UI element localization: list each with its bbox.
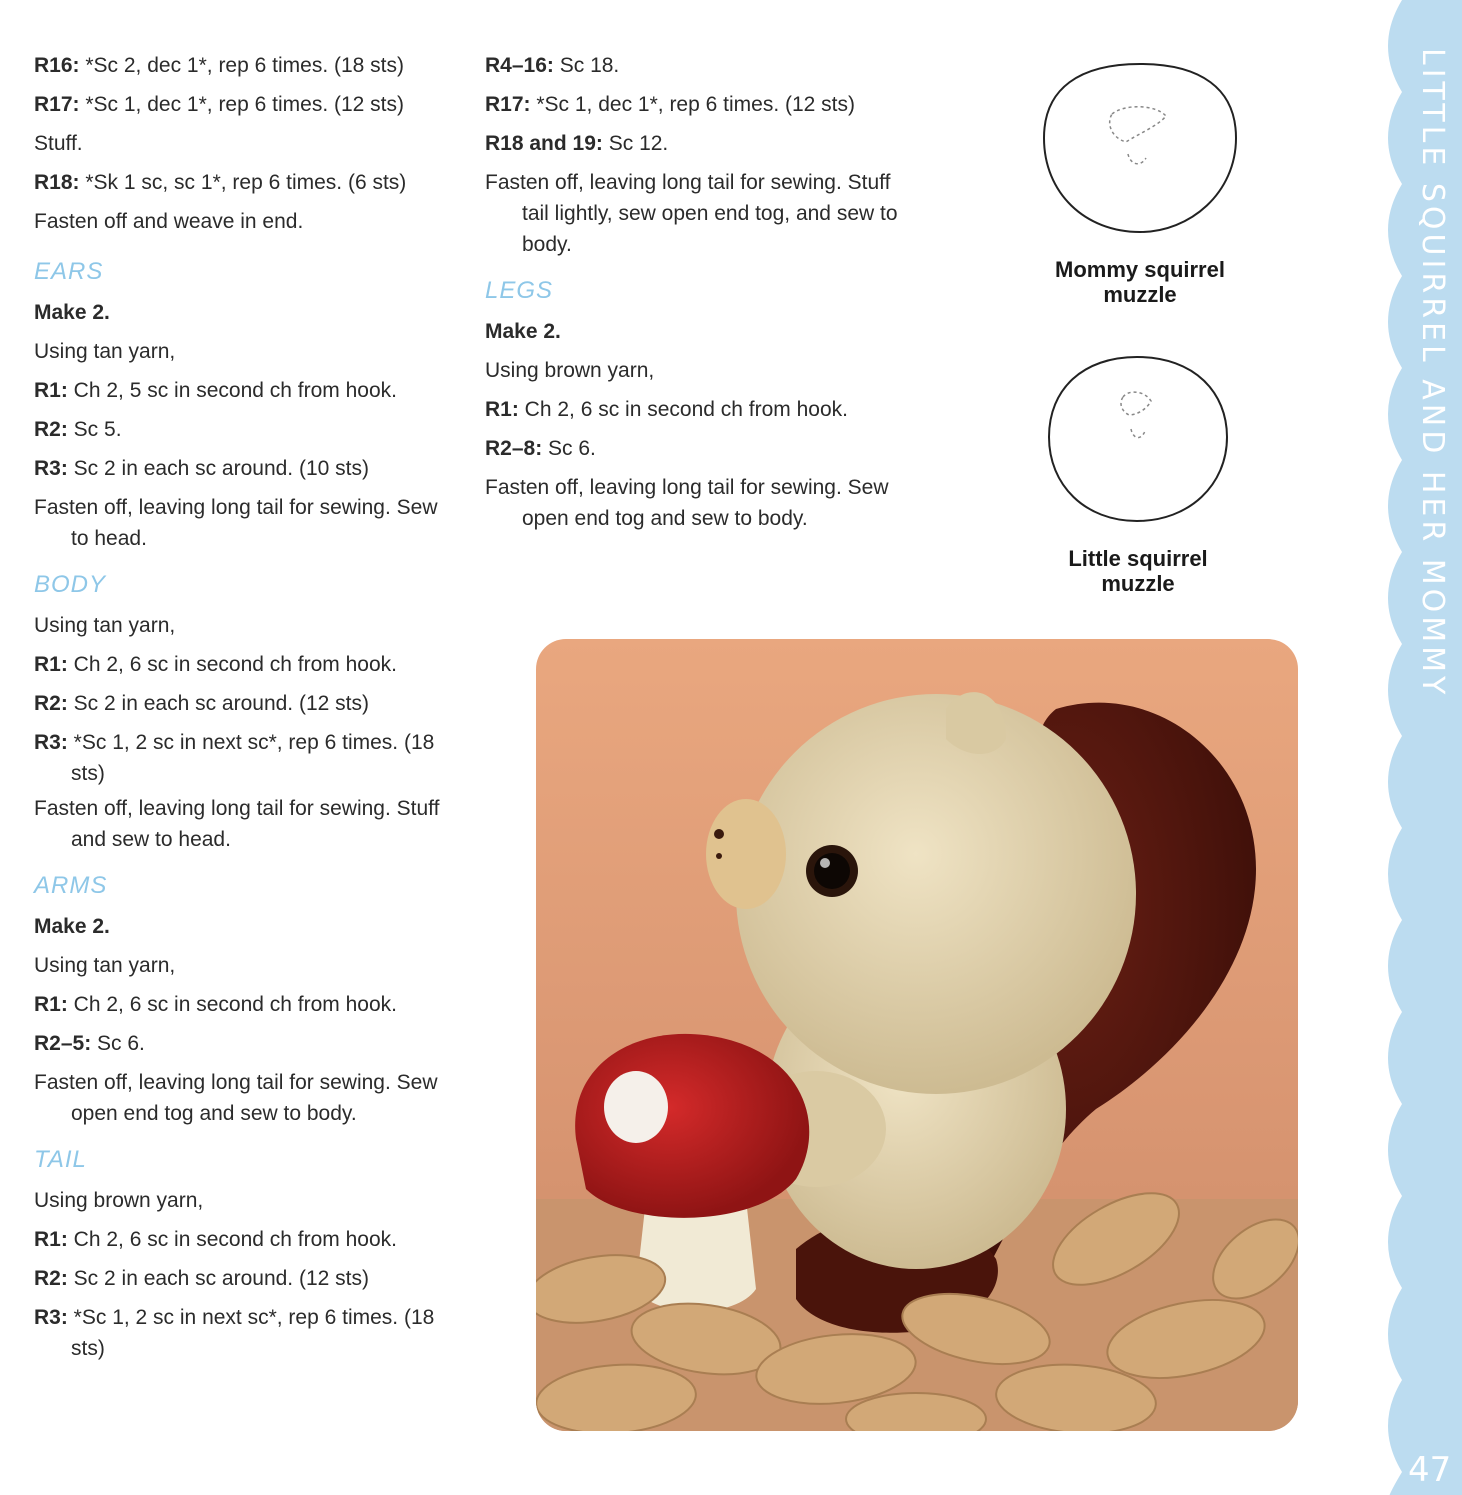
instruction-line: R3: *Sc 1, 2 sc in next sc*, rep 6 times. (18 sts) [34,731,435,785]
little-muzzle-caption: Little squirrel muzzle [1068,546,1208,596]
finish-instruction: Fasten off, leaving long tail for sewing. Sew open end tog and sew to body. [485,476,889,530]
instruction-line: Using tan yarn, [34,340,176,363]
instruction-line: R18 and 19: Sc 12. [485,132,669,155]
instruction-line: R3: Sc 2 in each sc around. (10 sts) [34,457,369,480]
instruction-line: R18: *Sk 1 sc, sc 1*, rep 6 times. (6 sts) [34,171,407,194]
instruction-line: R4–16: Sc 18. [485,54,620,77]
make-count: Make 2. [485,320,561,343]
instruction-line: Using brown yarn, [34,1189,204,1212]
make-count: Make 2. [34,301,110,324]
tail-heading: TAIL [34,1146,87,1173]
body-heading: BODY [34,571,107,598]
finish-instruction: Fasten off, leaving long tail for sewing. Sew to head. [34,496,438,550]
instruction-line: R2: Sc 2 in each sc around. (12 sts) [34,692,369,715]
middle-column [485,46,905,538]
instruction-line: R1: Ch 2, 5 sc in second ch from hook. [34,379,398,402]
instruction-line: R16: *Sc 2, dec 1*, rep 6 times. (18 sts) [34,54,404,77]
legs-heading: LEGS [485,277,554,304]
instruction-line: Using tan yarn, [34,614,176,637]
mommy-muzzle-caption: Mommy squirrel muzzle [1055,257,1225,307]
book-section-title: LITTLE SQUIRREL AND HER MOMMY [1415,48,1450,699]
page-number: 47 [1408,1450,1452,1490]
instruction-line: Using tan yarn, [34,954,176,977]
arms-heading: ARMS [34,872,108,899]
instruction-line: R1: Ch 2, 6 sc in second ch from hook. [34,653,398,676]
ears-heading: EARS [34,258,104,285]
finish-instruction: Fasten off, leaving long tail for sewing. Stuff tail lightly, sew open end tog, and sew to body. [485,171,898,256]
finish-instruction: Fasten off, leaving long tail for sewing. Stuff and sew to head. [34,797,440,851]
instruction-line: R3: *Sc 1, 2 sc in next sc*, rep 6 times. (18 sts) [34,1306,435,1360]
left-column [34,46,454,1368]
instruction-line: R2: Sc 5. [34,418,122,441]
instruction-line: R2–5: Sc 6. [34,1032,145,1055]
instruction-line: R1: Ch 2, 6 sc in second ch from hook. [34,1228,398,1251]
instruction-line: Fasten off and weave in end. [34,210,304,233]
instruction-line: R1: Ch 2, 6 sc in second ch from hook. [485,398,849,421]
make-count: Make 2. [34,915,110,938]
instruction-line: R2: Sc 2 in each sc around. (12 sts) [34,1267,369,1290]
little-muzzle-diagram [1045,353,1231,525]
instruction-line: R2–8: Sc 6. [485,437,596,460]
instruction-line: R17: *Sc 1, dec 1*, rep 6 times. (12 sts) [485,93,855,116]
instruction-line: R17: *Sc 1, dec 1*, rep 6 times. (12 sts) [34,93,404,116]
finish-instruction: Fasten off, leaving long tail for sewing. Sew open end tog and sew to body. [34,1071,438,1125]
instruction-line: Stuff. [34,132,83,155]
instruction-line: Using brown yarn, [485,359,655,382]
mommy-muzzle-diagram [1040,58,1240,238]
squirrel-photo [536,639,1298,1431]
instruction-line: R1: Ch 2, 6 sc in second ch from hook. [34,993,398,1016]
